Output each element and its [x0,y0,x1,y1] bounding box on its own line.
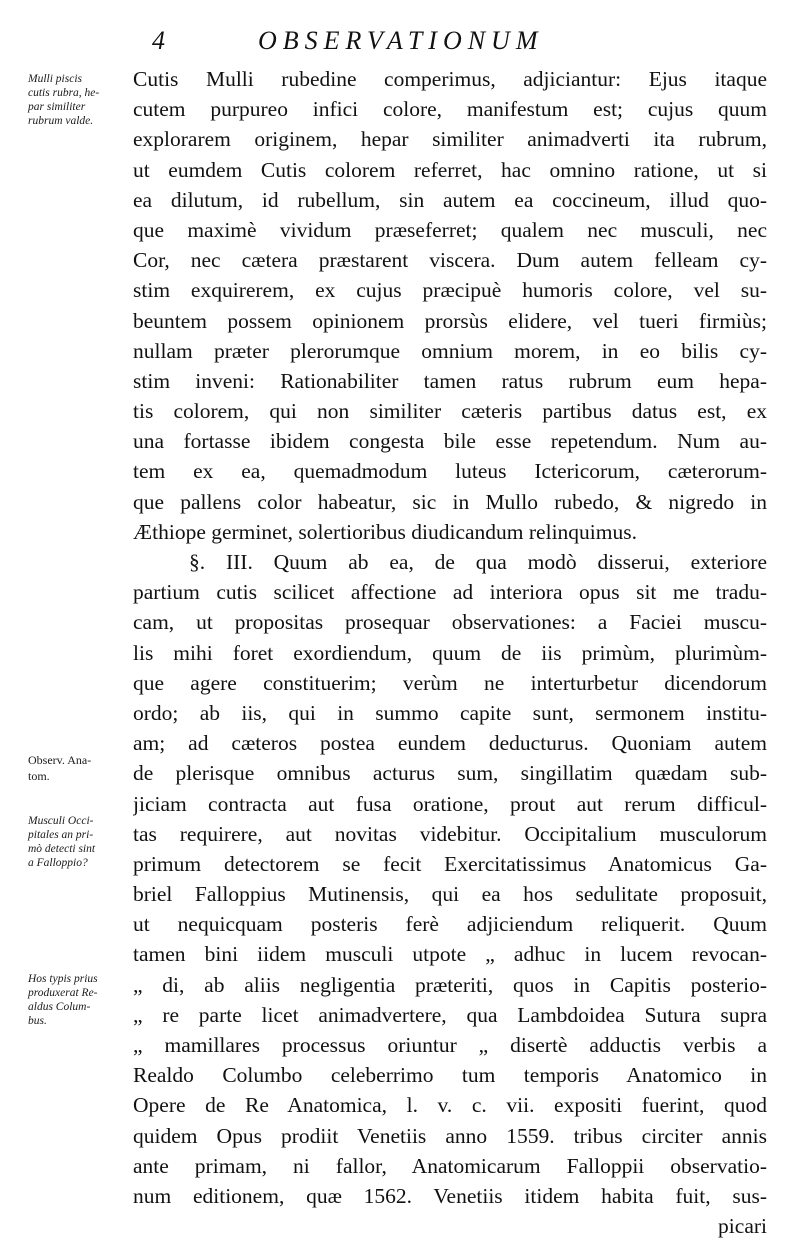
margin-note-line: Observ. Ana- [28,753,92,767]
text-line: stim exquirerem, ex cujus præcipuè humoris colore, vel su- [133,278,767,303]
section-start-line: §. III. Quum ab ea, de qua modò disserui, exteriore [189,550,767,574]
margin-note-line: bus. [28,1015,47,1027]
text-line: Cor, nec cætera præstarent viscera. Dum autem felleam cy- [133,248,767,273]
text-line: primum detectorem se fecit Exercitatissimus Anatomicus Ga- [133,851,767,876]
text-line: tas requirere, aut novitas videbitur. Occipitalium musculorum [133,821,767,846]
margin-note-line: par similiter [28,101,86,113]
margin-note-line: Hos typis prius [28,973,98,985]
margin-note-mulli [28,72,128,128]
text-line: tamen bini iidem musculi utpote „ adhuc in lucem revocan- [133,942,767,967]
text-line: beuntem possem opinionem prorsùs elidere, vel tueri firmiùs; [133,308,767,333]
text-line: Opere de Re Anatomica, l. v. c. vii. expositi fuerint, quod [133,1093,767,1118]
page-header [0,22,800,58]
margin-note-line: produxerat Re- [28,987,98,999]
quoted-line: „ mamillares processus oriuntur „ disertè adductis verbis a [133,1033,767,1057]
text-line: nullam præter plerorumque omnium morem, in eo bilis cy- [133,338,767,363]
text-line: de plerisque omnibus acturus sum, singillatim quædam sub- [133,761,767,786]
margin-note-observ [28,752,128,784]
text-line: lis mihi foret exordiendum, quum de iis primùm, plurimùm- [133,640,767,665]
text-line: cutem purpureo infici colore, manifestum est; cujus quum [133,97,767,122]
margin-note-line: Musculi Occi- [28,815,94,827]
margin-note-line: cutis rubra, he- [28,87,100,99]
text-line: ea dilutum, id rubellum, sin autem ea coccineum, illud quo- [133,187,767,212]
text-line: una fortasse ibidem congesta bile esse repetendum. Num au- [133,429,767,454]
text-line: tem ex ea, quemadmodum luteus Ictericorum, cæterorum- [133,459,767,484]
text-line: ante primam, ni fallor, Anatomicarum Falloppii observatio- [133,1153,767,1178]
text-line: tis colorem, qui non similiter cæteris partibus datus est, ex [133,399,767,424]
margin-note-line: pitales an pri- [28,829,94,841]
quoted-line: „ di, ab aliis negligentia præteriti, quos in Capitis posterio- [133,972,767,997]
margin-note-line: tom. [28,769,50,783]
text-line: que maximè vividum præseferret; qualem nec musculi, nec [133,217,767,242]
margin-note-columbus [28,972,128,1028]
running-title: OBSERVATIONUM [258,26,544,55]
text-line: quidem Opus prodiit Venetiis anno 1559. tribus circiter annis [133,1123,767,1148]
text-line: ordo; ab iis, qui in summo capite sunt, sermonem institu- [133,700,767,725]
margin-note-line: a Falloppio? [28,857,88,869]
text-line: ut nequicquam posteris ferè adjiciendum reliquerit. Quum [133,912,767,937]
margin-note-line: mò detecti sint [28,843,96,855]
margin-note-musculi [28,814,128,870]
text-line: Cutis Mulli rubedine comperimus, adjiciantur: Ejus itaque [133,67,767,91]
text-line: stim inveni: Rationabiliter tamen ratus rubrum eum hepa- [133,368,767,393]
margin-note-line: rubrum valde. [28,115,94,127]
text-line: jiciam contracta aut fusa oratione, prout aut rerum difficul- [133,791,767,816]
margin-note-line: Mulli piscis [28,73,82,85]
text-line: que pallens color habeatur, sic in Mullo rubedo, & nigredo in [133,489,767,514]
catchword: picari [718,1214,767,1239]
text-line: ut eumdem Cutis colorem referret, hac omnino ratione, ut si [133,157,767,182]
text-line: cam, ut propositas prosequar observationes: a Faciei muscu- [133,610,767,635]
text-line: Æthiope germinet, solertioribus diudicandum relinquimus. [133,519,637,544]
page-number: 4 [152,26,165,55]
text-line: num editionem, quæ 1562. Venetiis itidem habita fuit, sus- [133,1183,767,1208]
text-line: briel Falloppius Mutinensis, qui ea hos sedulitate proposuit, [133,882,767,907]
text-line: explorarem originem, hepar similiter animadverti ita rubrum, [133,127,767,152]
margin-note-line: aldus Colum- [28,1001,91,1013]
text-line: partium cutis scilicet affectione ad interiora opus sit me tradu- [133,580,767,605]
text-line: Realdo Columbo celeberrimo tum temporis Anatomico in [133,1063,767,1088]
quoted-line: „ re parte licet animadvertere, qua Lambdoidea Sutura supra [133,1002,767,1027]
body-text [133,64,767,1241]
text-line: am; ad cæteros postea eundem deducturus. Quoniam autem [133,731,767,756]
text-line: que agere constituerim; verùm ne interturbetur dicendorum [133,670,767,695]
